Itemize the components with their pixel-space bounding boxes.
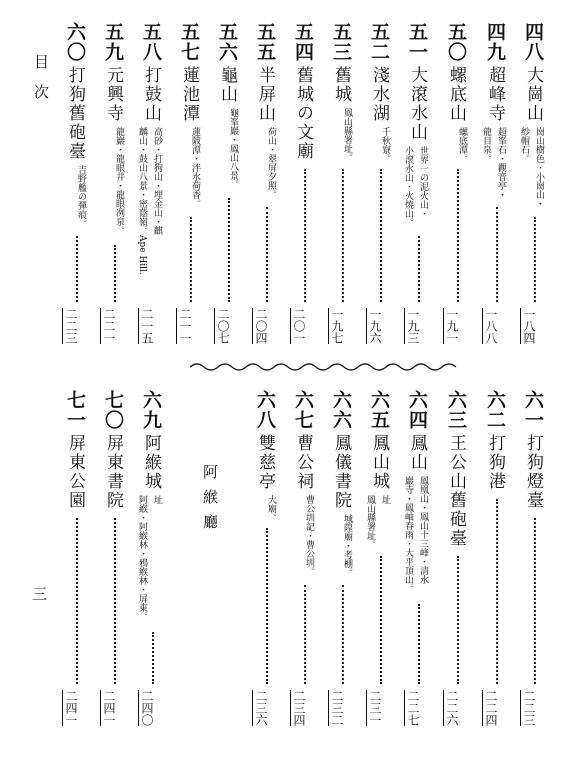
entry-page-number: 二〇四 [254, 308, 268, 344]
leader-dots [342, 169, 344, 302]
margin-page-number: 三 [30, 586, 48, 601]
entry-page-number: 一九一 [445, 308, 459, 344]
entry-page-number: 二二三 [64, 308, 78, 344]
toc-entry [62, 22, 96, 358]
entry-title: 龜山 [217, 66, 237, 104]
entry-subtopics: 鳳凰山・鳳山十三峰・清水 [418, 476, 428, 584]
toc-entry [520, 22, 554, 358]
leader-dots [228, 198, 230, 303]
entry-subtopics-continued: 龍目泉。 [481, 127, 491, 163]
toc-entry [214, 22, 248, 358]
leader-dots [266, 207, 268, 302]
toc-entry [328, 22, 362, 358]
entry-number: 四八 [522, 22, 544, 62]
entry-page-number: 二三四 [292, 690, 306, 726]
toc-entry [290, 22, 324, 358]
entry-subtopics: 龍巖・龍眼井・龍眼冽泉。 [114, 127, 124, 235]
entry-number: 六三 [445, 390, 467, 430]
entry-number: 六二 [484, 390, 506, 430]
leader-dots [380, 169, 382, 302]
entry-page-number: 二〇七 [216, 308, 230, 344]
entry-title: 超峰寺 [485, 66, 505, 123]
toc-entry [404, 22, 438, 358]
entry-subtopics: 蓮陂潭・泮水荷香。 [190, 127, 200, 208]
toc-entry [100, 390, 134, 740]
entry-number: 六六 [330, 390, 352, 430]
leader-dots [190, 217, 192, 303]
leader-dots [266, 528, 268, 685]
entry-number: 五〇 [445, 22, 467, 62]
entry-page-number: 一九六 [368, 308, 382, 344]
entry-number: 六一 [522, 390, 544, 430]
entry-page-number: 二三二 [330, 690, 344, 726]
entry-number: 五六 [216, 22, 238, 62]
entry-title: 半屏山 [255, 66, 275, 123]
section-heading: 阿緱廳 [201, 464, 219, 539]
entry-number: 六〇 [64, 22, 86, 62]
entry-subtopics: 高砂・打狗山・埋金山・麒 [152, 127, 162, 235]
entry-number: 五二 [368, 22, 390, 62]
entry-page-number: 二一一 [178, 308, 192, 344]
toc-entry [404, 390, 438, 740]
entry-page-number: 二三六 [254, 690, 268, 726]
entry-number: 五七 [178, 22, 200, 62]
entry-title: 舊城 [331, 66, 351, 104]
entry-subtopics: 荷山・翠屏夕照。 [266, 127, 276, 199]
entry-subtopics: 世界一の泥火山・ [418, 146, 428, 218]
entry-page-number: 二二一 [102, 308, 116, 344]
toc-entry [482, 390, 516, 740]
entry-subtopics: 址 [380, 495, 390, 504]
entry-page-number: 二四〇 [140, 690, 154, 726]
entry-page-number: 二二四 [484, 690, 498, 726]
leader-dots [496, 499, 498, 684]
entry-number: 四九 [484, 22, 506, 62]
leader-dots [418, 604, 420, 685]
wavy-divider [190, 360, 460, 374]
toc-entry [252, 22, 286, 358]
entry-number: 七一 [64, 390, 86, 430]
leader-dots [496, 207, 498, 302]
toc-entry [252, 390, 286, 740]
leader-dots [76, 236, 78, 303]
entry-page-number: 二〇一 [292, 308, 306, 344]
entry-subtopics: 千秋寮。 [380, 127, 390, 163]
leader-dots [114, 518, 116, 684]
entry-subtopics: 城隍廟・考棚。 [342, 514, 352, 577]
margin-mokuji-label: 目 次 [32, 54, 50, 99]
entry-subtopics: 超峯石・觀音亭・ [496, 127, 506, 199]
toc-entry [62, 390, 96, 740]
toc-entry [443, 22, 477, 358]
leader-dots [534, 217, 536, 303]
toc-entry [443, 390, 477, 740]
leader-dots [380, 556, 382, 684]
leader-dots [304, 169, 306, 302]
entry-number: 五四 [292, 22, 314, 62]
entry-title: 鳳山城 [369, 434, 389, 491]
entry-subtopics-continued: 鳳山縣署址。 [365, 495, 375, 549]
entry-subtopics: 崗山樹色・小崗山・ [534, 127, 544, 208]
toc-entry [176, 22, 210, 358]
leader-dots [418, 236, 420, 303]
entry-title: 淺水湖 [369, 66, 389, 123]
entry-title: 鳳儀書院 [331, 434, 351, 510]
entry-title: 雙慈亭 [255, 434, 275, 491]
entry-title: 打狗燈臺 [523, 434, 543, 510]
entry-title: 元興寺 [103, 66, 123, 123]
toc-entry [138, 390, 172, 740]
entry-title: 曹公祠 [293, 434, 313, 491]
entry-title: 王公山舊砲臺 [446, 434, 466, 548]
entry-subtopics: 吉野艦の彈痕。 [76, 165, 86, 228]
entry-page-number: 一九三 [406, 308, 420, 344]
entry-number: 六八 [254, 390, 276, 430]
entry-number: 六九 [140, 390, 162, 430]
entry-number: 五三 [330, 22, 352, 62]
entry-number: 五八 [140, 22, 162, 62]
entry-page-number: 二四一 [64, 690, 78, 726]
entry-subtopics: 龜峯巖・鳳山八景。 [228, 108, 238, 189]
entry-number: 六四 [406, 390, 428, 430]
leader-dots [152, 632, 154, 684]
entry-number: 五五 [254, 22, 276, 62]
leader-dots [457, 169, 459, 302]
entry-page-number: 二三一 [368, 690, 382, 726]
toc-entry [328, 390, 362, 740]
entry-subtopics-continued: 紗帽石。 [519, 127, 529, 163]
toc-entry [100, 22, 134, 358]
entry-title: 蓮池潭 [179, 66, 199, 123]
leader-dots [114, 245, 116, 302]
entry-number: 七〇 [102, 390, 124, 430]
entry-title: 鳳山 [407, 434, 427, 472]
entry-title: 打鼓山 [141, 66, 161, 123]
entry-page-number: 一八四 [522, 308, 536, 344]
entry-subtopics-continued: 阿緱・阿緱林・鴉緱林・屏東。 [137, 495, 147, 621]
entry-title: 打狗舊砲臺 [65, 66, 85, 161]
entry-page-number: 一九七 [330, 308, 344, 344]
entry-subtopics: 螺底潭。 [457, 127, 467, 163]
entry-title: 打狗港 [485, 434, 505, 491]
entry-page-number: 二二三 [522, 690, 536, 726]
toc-entry [290, 390, 324, 740]
entry-page-number: 二一五 [140, 308, 154, 344]
toc-entry [138, 22, 172, 358]
toc-entry [520, 390, 554, 740]
entry-page-number: 二四一 [102, 690, 116, 726]
entry-title: 屏東書院 [103, 434, 123, 510]
entry-title: 阿緱城 [141, 434, 161, 491]
entry-number: 六七 [292, 390, 314, 430]
entry-number: 五九 [102, 22, 124, 62]
entry-subtopics: 址 [152, 495, 162, 504]
entry-page-number: 一八八 [484, 308, 498, 344]
entry-subtopics-continued: 小滾水山・火燒山。 [403, 146, 413, 227]
entry-subtopics: 鳳山縣署址。 [342, 108, 352, 162]
entry-title: 大滾水山 [407, 66, 427, 142]
leader-dots [457, 556, 459, 684]
entry-page-number: 二二六 [445, 690, 459, 726]
leader-dots [534, 518, 536, 684]
entry-subtopics-continued: 巖寺・鳳岫春雨・大平頂山。 [403, 476, 413, 593]
entry-subtopics-continued: 麟山・鼓山八景・密蔭嶺。Ape Hill. [137, 127, 147, 275]
entry-title: 螺底山 [446, 66, 466, 123]
entry-subtopics: 大廟。 [266, 495, 276, 522]
entry-title: 舊城の文廟 [293, 66, 313, 161]
toc-entry [366, 390, 400, 740]
entry-subtopics: 曹公圳記・曹公圳。 [304, 495, 314, 576]
entry-page-number: 二二七 [406, 690, 420, 726]
entry-title: 大崗山 [523, 66, 543, 123]
leader-dots [76, 518, 78, 684]
toc-entry [366, 22, 400, 358]
leader-dots [342, 585, 344, 685]
entry-title: 屏東公園 [65, 434, 85, 510]
entry-number: 五一 [406, 22, 428, 62]
toc-entry [482, 22, 516, 358]
leader-dots [304, 585, 306, 685]
entry-number: 六五 [368, 390, 390, 430]
